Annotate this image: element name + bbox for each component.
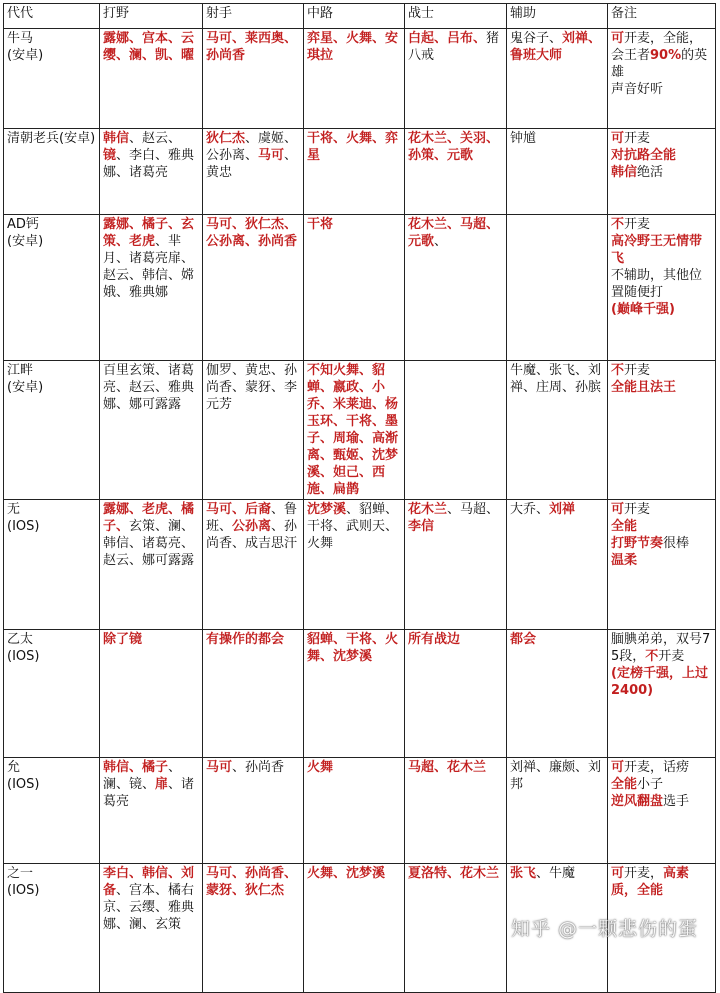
- cell-text: 可: [611, 131, 625, 146]
- cell-text: 腼腆弟弟，双号75段，: [611, 632, 711, 664]
- cell-fighter: [405, 864, 507, 993]
- cell-jungle: [100, 361, 203, 500]
- cell-fighter: [405, 129, 507, 215]
- cell-text: 可: [611, 760, 625, 775]
- cell-text: 干将、火舞、弈星: [307, 131, 399, 163]
- cell-text: 、鲁班、: [206, 502, 298, 534]
- cell-text: 马可: [206, 760, 233, 775]
- cell-support: [507, 215, 608, 361]
- cell-text: 露娜、橘子、玄策、老虎: [103, 217, 195, 249]
- cell-text: 刘禅: [549, 502, 576, 517]
- cell-generation: [4, 29, 100, 129]
- player-table: [3, 3, 716, 993]
- cell-text: 李信: [408, 519, 435, 534]
- cell-text: 的英雄: [611, 48, 708, 80]
- cell-notes: [608, 29, 716, 129]
- cell-marksman: [203, 864, 304, 993]
- header-row: [4, 4, 716, 29]
- header-marksman: 射手: [203, 4, 304, 29]
- cell-text: 马可: [258, 148, 285, 163]
- cell-text: 开麦，全能，会王者: [611, 31, 703, 63]
- cell-text: 干将: [307, 217, 334, 232]
- cell-generation: [4, 758, 100, 864]
- cell-mid: [304, 129, 405, 215]
- cell-text: 江畔: [7, 363, 34, 378]
- cell-text: 牛马: [7, 31, 34, 46]
- cell-text: 花木兰、关羽、孙策、元歌: [408, 131, 500, 163]
- cell-support: [507, 500, 608, 630]
- cell-text: 马可、孙尚香、蒙犽、狄仁杰: [206, 866, 298, 898]
- cell-text: 高素质，全能: [611, 866, 690, 898]
- cell-text: 对抗路全能: [611, 148, 677, 163]
- cell-text: 不: [611, 217, 625, 232]
- cell-mid: [304, 864, 405, 993]
- cell-text: 所有战边: [408, 632, 461, 647]
- cell-fighter: [405, 361, 507, 500]
- table-row: [4, 215, 716, 361]
- cell-mid: [304, 215, 405, 361]
- cell-notes: [608, 361, 716, 500]
- cell-text: 开麦: [624, 363, 651, 378]
- cell-text: 很棒: [663, 536, 690, 551]
- table-row: [4, 500, 716, 630]
- header-generation: 代代: [4, 4, 100, 29]
- cell-text: 允: [7, 760, 21, 775]
- cell-text: 不: [645, 649, 659, 664]
- cell-text: 乙太: [7, 632, 34, 647]
- cell-text: 、: [434, 234, 448, 249]
- cell-text: 狄仁杰: [206, 131, 246, 146]
- cell-text: 玄策、澜、韩信、诸葛亮、赵云、娜可露露: [103, 519, 195, 568]
- cell-generation: [4, 361, 100, 500]
- cell-text: AD钙: [7, 217, 39, 232]
- cell-text: (IOS): [7, 883, 40, 898]
- cell-text: 马超、花木兰: [408, 760, 487, 775]
- cell-text: 沈梦溪: [307, 502, 347, 517]
- cell-notes: [608, 758, 716, 864]
- cell-text: (安卓): [7, 380, 44, 395]
- cell-text: 大乔、: [510, 502, 550, 517]
- cell-marksman: [203, 129, 304, 215]
- cell-text: 、虞姬、公孙离、: [206, 131, 298, 163]
- cell-marksman: [203, 630, 304, 758]
- cell-text: 马可、莱西奥、孙尚香: [206, 31, 298, 63]
- cell-text: 马可、后裔: [206, 502, 272, 517]
- cell-text: (巅峰千强): [611, 302, 675, 317]
- cell-jungle: [100, 864, 203, 993]
- table-row: [4, 129, 716, 215]
- cell-marksman: [203, 500, 304, 630]
- cell-mid: [304, 361, 405, 500]
- cell-text: 、李白、雅典娜、诸葛亮: [103, 148, 195, 180]
- cell-text: 逆风翻盘: [611, 794, 664, 809]
- cell-text: 无: [7, 502, 21, 517]
- cell-support: [507, 630, 608, 758]
- cell-text: 牛魔、张飞、刘禅、庄周、孙膑: [510, 363, 602, 395]
- table-row: [4, 630, 716, 758]
- cell-text: 高冷野王无情带飞: [611, 234, 703, 266]
- cell-text: 都会: [510, 632, 537, 647]
- cell-support: [507, 758, 608, 864]
- cell-mid: [304, 630, 405, 758]
- cell-support: [507, 29, 608, 129]
- cell-text: 貂蝉、干将、火舞、沈梦溪: [307, 632, 399, 664]
- cell-text: 夏洛特、花木兰: [408, 866, 500, 881]
- cell-text: (安卓): [7, 48, 44, 63]
- header-support: 辅助: [507, 4, 608, 29]
- cell-text: 、黄忠: [206, 148, 298, 180]
- cell-generation: [4, 129, 100, 215]
- cell-text: 清朝老兵(安卓): [7, 131, 96, 146]
- cell-text: 、孙尚香: [232, 760, 285, 775]
- cell-text: 、诸葛亮: [103, 777, 195, 809]
- cell-text: 全能且法王: [611, 380, 677, 395]
- cell-text: 马可、狄仁杰、公孙离、孙尚香: [206, 217, 298, 249]
- cell-jungle: [100, 129, 203, 215]
- cell-marksman: [203, 215, 304, 361]
- cell-text: 可: [611, 31, 625, 46]
- cell-text: 百里玄策、诸葛亮、赵云、雅典娜、娜可露露: [103, 363, 195, 412]
- table-row: [4, 29, 716, 129]
- cell-text: 韩信: [103, 131, 130, 146]
- cell-text: (IOS): [7, 649, 40, 664]
- cell-fighter: [405, 29, 507, 129]
- cell-text: 声音好听: [611, 82, 664, 97]
- cell-generation: [4, 500, 100, 630]
- cell-text: 火舞: [307, 760, 334, 775]
- cell-notes: [608, 630, 716, 758]
- header-mid: 中路: [304, 4, 405, 29]
- cell-support: [507, 361, 608, 500]
- cell-text: 除了镜: [103, 632, 143, 647]
- cell-marksman: [203, 361, 304, 500]
- cell-text: 、孙尚香、成吉思汗: [206, 519, 298, 551]
- cell-text: 开麦: [624, 217, 651, 232]
- header-notes: 备注: [608, 4, 716, 29]
- cell-text: (定榜千强，上过2400): [611, 666, 708, 698]
- cell-text: 猪八戒: [408, 31, 500, 63]
- cell-text: (IOS): [7, 777, 40, 792]
- cell-notes: [608, 215, 716, 361]
- cell-text: 韩信: [611, 165, 638, 180]
- cell-text: 温柔: [611, 553, 638, 568]
- cell-text: 不知火舞、貂蝉、嬴政、小乔、米莱迪、杨玉环、干将、墨子、周瑜、高渐离、甄姬、沈梦溪、妲己、西施、扁鹊: [307, 363, 399, 497]
- cell-mid: [304, 758, 405, 864]
- cell-text: 露娜、老虎、橘子、: [103, 502, 195, 534]
- cell-text: 开麦，话痨: [624, 760, 690, 775]
- cell-fighter: [405, 758, 507, 864]
- cell-text: 小子: [637, 777, 664, 792]
- cell-text: 开麦，: [624, 866, 664, 881]
- cell-mid: [304, 500, 405, 630]
- cell-text: 李白、韩信、刘备: [103, 866, 195, 898]
- cell-text: 白起、吕布、: [408, 31, 487, 46]
- cell-text: 、澜、镜、: [103, 760, 182, 792]
- cell-fighter: [405, 500, 507, 630]
- cell-text: 钟馗: [510, 131, 537, 146]
- cell-jungle: [100, 29, 203, 129]
- cell-text: (安卓): [7, 234, 44, 249]
- cell-text: 可: [611, 502, 625, 517]
- cell-text: 、赵云、: [129, 131, 182, 146]
- cell-text: 火舞、沈梦溪: [307, 866, 386, 881]
- cell-text: 、貂蝉、干将、武则天、火舞: [307, 502, 399, 551]
- cell-marksman: [203, 29, 304, 129]
- cell-text: 全能: [611, 777, 638, 792]
- cell-text: 、马超、: [447, 502, 500, 517]
- cell-text: 弈星、火舞、安琪拉: [307, 31, 399, 63]
- cell-text: 公孙离: [232, 519, 272, 534]
- cell-text: 选手: [663, 794, 690, 809]
- cell-text: 刘禅、廉颇、刘邦: [510, 760, 602, 792]
- cell-text: 镜: [103, 148, 117, 163]
- cell-jungle: [100, 215, 203, 361]
- cell-generation: [4, 215, 100, 361]
- cell-text: 全能: [611, 519, 638, 534]
- header-jungle: 打野: [100, 4, 203, 29]
- cell-jungle: [100, 500, 203, 630]
- watermark: 知乎 @一颗悲伤的蛋: [510, 918, 698, 940]
- cell-text: 有操作的都会: [206, 632, 285, 647]
- cell-text: 之一: [7, 866, 34, 881]
- cell-text: 花木兰、马超、元歌: [408, 217, 500, 249]
- cell-text: 韩信、橘子: [103, 760, 169, 775]
- cell-text: 扉: [155, 777, 169, 792]
- cell-text: 不辅助，其他位置随便打: [611, 268, 703, 300]
- cell-jungle: [100, 758, 203, 864]
- cell-mid: [304, 29, 405, 129]
- cell-jungle: [100, 630, 203, 758]
- cell-text: 花木兰: [408, 502, 448, 517]
- cell-notes: [608, 129, 716, 215]
- cell-fighter: [405, 215, 507, 361]
- table-row: [4, 758, 716, 864]
- cell-text: 张飞: [510, 866, 537, 881]
- cell-text: 开麦: [624, 131, 651, 146]
- header-fighter: 战士: [405, 4, 507, 29]
- cell-text: 鬼谷子、: [510, 31, 563, 46]
- cell-generation: [4, 630, 100, 758]
- cell-text: 、芈月、诸葛亮扉、赵云、韩信、嫦娥、雅典娜: [103, 234, 195, 300]
- cell-text: 露娜、宫本、云缨、澜、凯、曜: [103, 31, 195, 63]
- cell-text: 开麦: [658, 649, 685, 664]
- cell-text: 不: [611, 363, 625, 378]
- cell-fighter: [405, 630, 507, 758]
- cell-text: 、牛魔: [536, 866, 576, 881]
- cell-text: 伽罗、黄忠、孙尚香、蒙犽、李元芳: [206, 363, 298, 412]
- cell-text: 90%: [650, 48, 682, 63]
- cell-text: 绝活: [637, 165, 664, 180]
- cell-text: 可: [611, 866, 625, 881]
- cell-text: (IOS): [7, 519, 40, 534]
- cell-text: 刘禅、鲁班大师: [510, 31, 602, 63]
- table-row: [4, 361, 716, 500]
- cell-marksman: [203, 758, 304, 864]
- cell-text: 、宫本、橘右京、云缨、雅典娜、澜、玄策: [103, 883, 195, 932]
- cell-notes: [608, 500, 716, 630]
- cell-support: [507, 129, 608, 215]
- cell-generation: [4, 864, 100, 993]
- cell-text: 开麦: [624, 502, 651, 517]
- cell-text: 打野节奏: [611, 536, 664, 551]
